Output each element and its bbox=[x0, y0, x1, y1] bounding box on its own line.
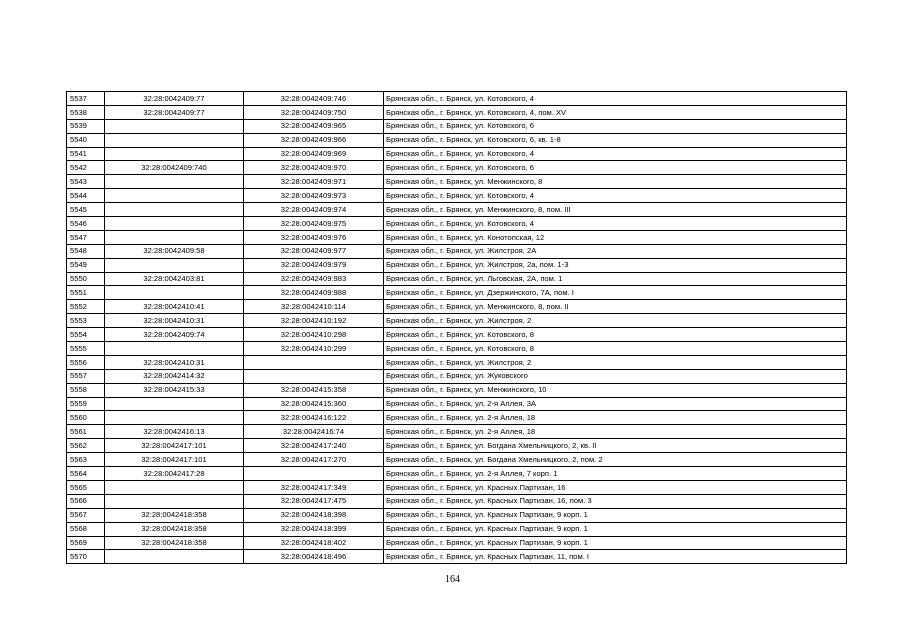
parent-cadastral-number-cell: 32:28:0042409:77 bbox=[105, 105, 244, 119]
address-cell: Брянская обл., г. Брянск, ул. Котовского, 4, пом. XV bbox=[384, 105, 847, 119]
cadastral-number-cell: 32:28:0042416:122 bbox=[244, 411, 384, 425]
records-table bbox=[66, 91, 847, 564]
cadastral-number-cell: 32:28:0042410:298 bbox=[244, 328, 384, 342]
parent-cadastral-number-cell bbox=[105, 494, 244, 508]
row-number-cell: 5537 bbox=[67, 92, 105, 106]
parent-cadastral-number-cell: 32:28:0042415:33 bbox=[105, 383, 244, 397]
table-row bbox=[67, 383, 847, 397]
table-row bbox=[67, 439, 847, 453]
cadastral-number-cell: 32:28:0042417:270 bbox=[244, 453, 384, 467]
address-cell: Брянская обл., г. Брянск, ул. Менжинского, 8, пом. III bbox=[384, 203, 847, 217]
row-number-cell: 5538 bbox=[67, 105, 105, 119]
table-row bbox=[67, 189, 847, 203]
cadastral-number-cell: 32:28:0042409:979 bbox=[244, 258, 384, 272]
row-number-cell: 5540 bbox=[67, 133, 105, 147]
table-row bbox=[67, 300, 847, 314]
cadastral-number-cell: 32:28:0042409:983 bbox=[244, 272, 384, 286]
row-number-cell: 5547 bbox=[67, 230, 105, 244]
row-number-cell: 5557 bbox=[67, 369, 105, 383]
table-row bbox=[67, 286, 847, 300]
cadastral-number-cell: 32:28:0042409:971 bbox=[244, 175, 384, 189]
address-cell: Брянская обл., г. Брянск, ул. Котовского, 6, кв. 1-8 bbox=[384, 133, 847, 147]
cadastral-number-cell: 32:28:0042409:973 bbox=[244, 189, 384, 203]
cadastral-number-cell: 32:28:0042409:965 bbox=[244, 119, 384, 133]
row-number-cell: 5558 bbox=[67, 383, 105, 397]
parent-cadastral-number-cell: 32:28:0042414:32 bbox=[105, 369, 244, 383]
row-number-cell: 5569 bbox=[67, 536, 105, 550]
row-number-cell: 5566 bbox=[67, 494, 105, 508]
cadastral-number-cell: 32:28:0042415:360 bbox=[244, 397, 384, 411]
row-number-cell: 5565 bbox=[67, 480, 105, 494]
parent-cadastral-number-cell: 32:28:0042418:358 bbox=[105, 536, 244, 550]
address-cell: Брянская обл., г. Брянск, ул. 2-я Аллея, 18 bbox=[384, 425, 847, 439]
address-cell: Брянская обл., г. Брянск, ул. Красных Партизан, 11, пом. I bbox=[384, 550, 847, 564]
parent-cadastral-number-cell bbox=[105, 175, 244, 189]
address-cell: Брянская обл., г. Брянск, ул. Жилстроя, 2 bbox=[384, 355, 847, 369]
row-number-cell: 5544 bbox=[67, 189, 105, 203]
address-cell: Брянская обл., г. Брянск, ул. Жилстроя, 2А bbox=[384, 244, 847, 258]
cadastral-number-cell: 32:28:0042410:299 bbox=[244, 342, 384, 356]
address-cell: Брянская обл., г. Брянск, ул. Богдана Хмельницкого, 2, пом. 2 bbox=[384, 453, 847, 467]
table-row bbox=[67, 217, 847, 231]
cadastral-number-cell: 32:28:0042417:240 bbox=[244, 439, 384, 453]
parent-cadastral-number-cell bbox=[105, 119, 244, 133]
address-cell: Брянская обл., г. Брянск, ул. Менжинского, 8, пом. II bbox=[384, 300, 847, 314]
table-row bbox=[67, 175, 847, 189]
table-row bbox=[67, 397, 847, 411]
table-row bbox=[67, 467, 847, 481]
address-cell: Брянская обл., г. Брянск, ул. Менжинского, 8 bbox=[384, 175, 847, 189]
parent-cadastral-number-cell: 32:28:0042410:31 bbox=[105, 314, 244, 328]
row-number-cell: 5541 bbox=[67, 147, 105, 161]
table-row bbox=[67, 147, 847, 161]
row-number-cell: 5562 bbox=[67, 439, 105, 453]
parent-cadastral-number-cell bbox=[105, 286, 244, 300]
table-row bbox=[67, 522, 847, 536]
address-cell: Брянская обл., г. Брянск, ул. Жилстроя, 2 bbox=[384, 314, 847, 328]
parent-cadastral-number-cell bbox=[105, 133, 244, 147]
address-cell: Брянская обл., г. Брянск, ул. Котовского, 4 bbox=[384, 217, 847, 231]
table-row bbox=[67, 272, 847, 286]
table-row bbox=[67, 536, 847, 550]
row-number-cell: 5551 bbox=[67, 286, 105, 300]
address-cell: Брянская обл., г. Брянск, ул. Льговская, 2А, пом. 1 bbox=[384, 272, 847, 286]
row-number-cell: 5563 bbox=[67, 453, 105, 467]
cadastral-number-cell: 32:28:0042418:402 bbox=[244, 536, 384, 550]
address-cell: Брянская обл., г. Брянск, ул. 2-я Аллея, 18 bbox=[384, 411, 847, 425]
row-number-cell: 5542 bbox=[67, 161, 105, 175]
cadastral-number-cell: 32:28:0042409:969 bbox=[244, 147, 384, 161]
cadastral-number-cell: 32:28:0042418:399 bbox=[244, 522, 384, 536]
row-number-cell: 5553 bbox=[67, 314, 105, 328]
parent-cadastral-number-cell: 32:28:0042418:358 bbox=[105, 508, 244, 522]
table-row bbox=[67, 258, 847, 272]
cadastral-number-cell: 32:28:0042418:398 bbox=[244, 508, 384, 522]
address-cell: Брянская обл., г. Брянск, ул. Жуковского bbox=[384, 369, 847, 383]
table-row bbox=[67, 92, 847, 106]
cadastral-number-cell: 32:28:0042409:750 bbox=[244, 105, 384, 119]
row-number-cell: 5549 bbox=[67, 258, 105, 272]
address-cell: Брянская обл., г. Брянск, ул. Красных Партизан, 16 bbox=[384, 480, 847, 494]
address-cell: Брянская обл., г. Брянск, ул. Котовского, 8 bbox=[384, 328, 847, 342]
table-row bbox=[67, 550, 847, 564]
cadastral-number-cell: 32:28:0042409:976 bbox=[244, 230, 384, 244]
address-cell: Брянская обл., г. Брянск, ул. Котовского, 6 bbox=[384, 119, 847, 133]
parent-cadastral-number-cell bbox=[105, 480, 244, 494]
parent-cadastral-number-cell bbox=[105, 258, 244, 272]
table-row bbox=[67, 494, 847, 508]
cadastral-number-cell: 32:28:0042416:74 bbox=[244, 425, 384, 439]
row-number-cell: 5559 bbox=[67, 397, 105, 411]
parent-cadastral-number-cell: 32:28:0042417:28 bbox=[105, 467, 244, 481]
row-number-cell: 5560 bbox=[67, 411, 105, 425]
table-body bbox=[67, 92, 847, 564]
parent-cadastral-number-cell: 32:28:0042417:101 bbox=[105, 439, 244, 453]
parent-cadastral-number-cell: 32:28:0042403:81 bbox=[105, 272, 244, 286]
parent-cadastral-number-cell bbox=[105, 203, 244, 217]
address-cell: Брянская обл., г. Брянск, ул. 2-я Аллея, 3А bbox=[384, 397, 847, 411]
row-number-cell: 5555 bbox=[67, 342, 105, 356]
page-number: 164 bbox=[445, 574, 460, 585]
table-row bbox=[67, 230, 847, 244]
parent-cadastral-number-cell bbox=[105, 189, 244, 203]
address-cell: Брянская обл., г. Брянск, ул. Красных Партизан, 9 корп. 1 bbox=[384, 522, 847, 536]
cadastral-number-cell bbox=[244, 355, 384, 369]
address-cell: Брянская обл., г. Брянск, ул. Котовского, 4 bbox=[384, 189, 847, 203]
cadastral-number-cell: 32:28:0042417:475 bbox=[244, 494, 384, 508]
row-number-cell: 5546 bbox=[67, 217, 105, 231]
cadastral-number-cell: 32:28:0042417:349 bbox=[244, 480, 384, 494]
row-number-cell: 5561 bbox=[67, 425, 105, 439]
parent-cadastral-number-cell: 32:28:0042418:358 bbox=[105, 522, 244, 536]
parent-cadastral-number-cell bbox=[105, 411, 244, 425]
address-cell: Брянская обл., г. Брянск, ул. Богдана Хмельницкого, 2, кв. II bbox=[384, 439, 847, 453]
parent-cadastral-number-cell bbox=[105, 550, 244, 564]
row-number-cell: 5543 bbox=[67, 175, 105, 189]
address-cell: Брянская обл., г. Брянск, ул. Дзержинского, 7А, пом. I bbox=[384, 286, 847, 300]
table-row bbox=[67, 425, 847, 439]
cadastral-number-cell: 32:28:0042409:970 bbox=[244, 161, 384, 175]
row-number-cell: 5554 bbox=[67, 328, 105, 342]
address-cell: Брянская обл., г. Брянск, ул. Красных Партизан, 16, пом. 3 bbox=[384, 494, 847, 508]
cadastral-number-cell: 32:28:0042409:975 bbox=[244, 217, 384, 231]
cadastral-number-cell bbox=[244, 467, 384, 481]
table-row bbox=[67, 203, 847, 217]
cadastral-number-cell: 32:28:0042409:988 bbox=[244, 286, 384, 300]
address-cell: Брянская обл., г. Брянск, ул. Котовского, 4 bbox=[384, 92, 847, 106]
table-row bbox=[67, 355, 847, 369]
address-cell: Брянская обл., г. Брянск, ул. Красных Партизан, 9 корп. 1 bbox=[384, 536, 847, 550]
cadastral-number-cell bbox=[244, 369, 384, 383]
cadastral-number-cell: 32:28:0042409:746 bbox=[244, 92, 384, 106]
address-cell: Брянская обл., г. Брянск, ул. Менжинского, 10 bbox=[384, 383, 847, 397]
parent-cadastral-number-cell: 32:28:0042410:31 bbox=[105, 355, 244, 369]
row-number-cell: 5567 bbox=[67, 508, 105, 522]
cadastral-number-cell: 32:28:0042418:496 bbox=[244, 550, 384, 564]
row-number-cell: 5556 bbox=[67, 355, 105, 369]
parent-cadastral-number-cell bbox=[105, 217, 244, 231]
table-row bbox=[67, 508, 847, 522]
cadastral-number-cell: 32:28:0042415:358 bbox=[244, 383, 384, 397]
address-cell: Брянская обл., г. Брянск, ул. Котовского, 6 bbox=[384, 161, 847, 175]
row-number-cell: 5568 bbox=[67, 522, 105, 536]
table-row bbox=[67, 161, 847, 175]
parent-cadastral-number-cell: 32:28:0042409:58 bbox=[105, 244, 244, 258]
parent-cadastral-number-cell: 32:28:0042409:740 bbox=[105, 161, 244, 175]
table-row bbox=[67, 119, 847, 133]
parent-cadastral-number-cell: 32:28:0042409:77 bbox=[105, 92, 244, 106]
address-cell: Брянская обл., г. Брянск, ул. Жилстроя, 2а, пом. 1-3 bbox=[384, 258, 847, 272]
address-cell: Брянская обл., г. Брянск, ул. Конотопская, 12 bbox=[384, 230, 847, 244]
row-number-cell: 5570 bbox=[67, 550, 105, 564]
parent-cadastral-number-cell: 32:28:0042410:41 bbox=[105, 300, 244, 314]
row-number-cell: 5539 bbox=[67, 119, 105, 133]
table-row bbox=[67, 133, 847, 147]
cadastral-number-cell: 32:28:0042409:977 bbox=[244, 244, 384, 258]
cadastral-number-cell: 32:28:0042409:966 bbox=[244, 133, 384, 147]
parent-cadastral-number-cell: 32:28:0042416:13 bbox=[105, 425, 244, 439]
cadastral-number-cell: 32:28:0042410:192 bbox=[244, 314, 384, 328]
parent-cadastral-number-cell bbox=[105, 147, 244, 161]
table-row bbox=[67, 411, 847, 425]
parent-cadastral-number-cell bbox=[105, 342, 244, 356]
cadastral-number-cell: 32:28:0042410:114 bbox=[244, 300, 384, 314]
row-number-cell: 5550 bbox=[67, 272, 105, 286]
table-row bbox=[67, 480, 847, 494]
table-row bbox=[67, 244, 847, 258]
row-number-cell: 5548 bbox=[67, 244, 105, 258]
parent-cadastral-number-cell: 32:28:0042417:101 bbox=[105, 453, 244, 467]
parent-cadastral-number-cell bbox=[105, 397, 244, 411]
parent-cadastral-number-cell: 32:28:0042409:74 bbox=[105, 328, 244, 342]
table-row bbox=[67, 328, 847, 342]
address-cell: Брянская обл., г. Брянск, ул. 2-я Аллея, 7 корп. 1 bbox=[384, 467, 847, 481]
address-cell: Брянская обл., г. Брянск, ул. Котовского, 4 bbox=[384, 147, 847, 161]
row-number-cell: 5545 bbox=[67, 203, 105, 217]
table-row bbox=[67, 342, 847, 356]
table-row bbox=[67, 105, 847, 119]
table-row bbox=[67, 369, 847, 383]
row-number-cell: 5564 bbox=[67, 467, 105, 481]
cadastral-number-cell: 32:28:0042409:974 bbox=[244, 203, 384, 217]
address-cell: Брянская обл., г. Брянск, ул. Красных Партизан, 9 корп. 1 bbox=[384, 508, 847, 522]
table-row bbox=[67, 453, 847, 467]
address-cell: Брянская обл., г. Брянск, ул. Котовского, 8 bbox=[384, 342, 847, 356]
parent-cadastral-number-cell bbox=[105, 230, 244, 244]
table-row bbox=[67, 314, 847, 328]
row-number-cell: 5552 bbox=[67, 300, 105, 314]
